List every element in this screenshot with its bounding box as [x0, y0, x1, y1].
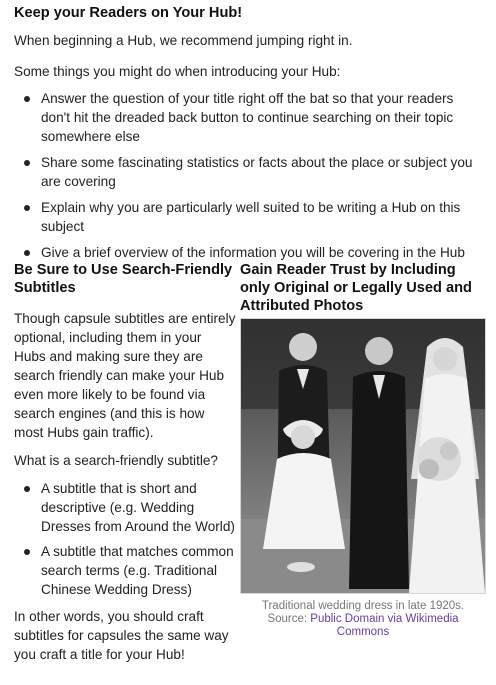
caption-source-label: Source:: [267, 613, 308, 625]
subtitles-question: What is a search-friendly subtitle?: [14, 453, 218, 468]
list-item: Explain why you are particularly well suited to be writing a Hub on this subject: [14, 198, 484, 236]
intro-tips-list: [14, 89, 484, 269]
photos-capsule: [240, 261, 486, 315]
subtitles-conclusion: In other words, you should craft subtitles for capsules the same way you craft a title for your Hub!: [14, 609, 229, 662]
caption-source: [240, 613, 486, 639]
section-title-subtitles: Be Sure to Use Search-Friendly Subtitles: [14, 262, 233, 296]
intro-list-lead: Some things you might do when introducing your Hub:: [14, 64, 341, 79]
intro-paragraph: When beginning a Hub, we recommend jumping right in.: [14, 33, 353, 48]
list-item: Give a brief overview of the information you will be covering in the Hub: [14, 243, 484, 262]
subtitles-capsule: [14, 261, 236, 673]
caption-text: Traditional wedding dress in late 1920s.: [261, 600, 465, 612]
photo-caption: [240, 600, 486, 639]
subtitles-paragraph: Though capsule subtitles are entirely optional, including them in your Hubs and making sure they are search friendly can make your Hub even more likely to be found via search engines (and this is how most Hubs gain traffic).: [14, 311, 236, 440]
section-title-readers: Keep your Readers on Your Hub!: [14, 5, 243, 21]
section-title-photos: Gain Reader Trust by Including only Original or Legally Used and Attributed Photos: [240, 262, 472, 314]
list-item: A subtitle that is short and descriptive (e.g. Wedding Dresses from Around the World): [14, 479, 236, 536]
wedding-photo[interactable]: [240, 318, 486, 594]
subtitle-examples-list: [14, 479, 236, 599]
list-item: Answer the question of your title right off the bat so that your readers don't hit the dreaded back button to continue searching on their topic somewhere else: [14, 89, 484, 146]
wedding-photo-illustration: [241, 319, 485, 593]
list-item: A subtitle that matches common search terms (e.g. Traditional Chinese Wedding Dress): [14, 542, 236, 599]
caption-source-link[interactable]: Public Domain via Wikimedia Commons: [310, 613, 459, 638]
list-item: Share some fascinating statistics or facts about the place or subject you are covering: [14, 153, 484, 191]
